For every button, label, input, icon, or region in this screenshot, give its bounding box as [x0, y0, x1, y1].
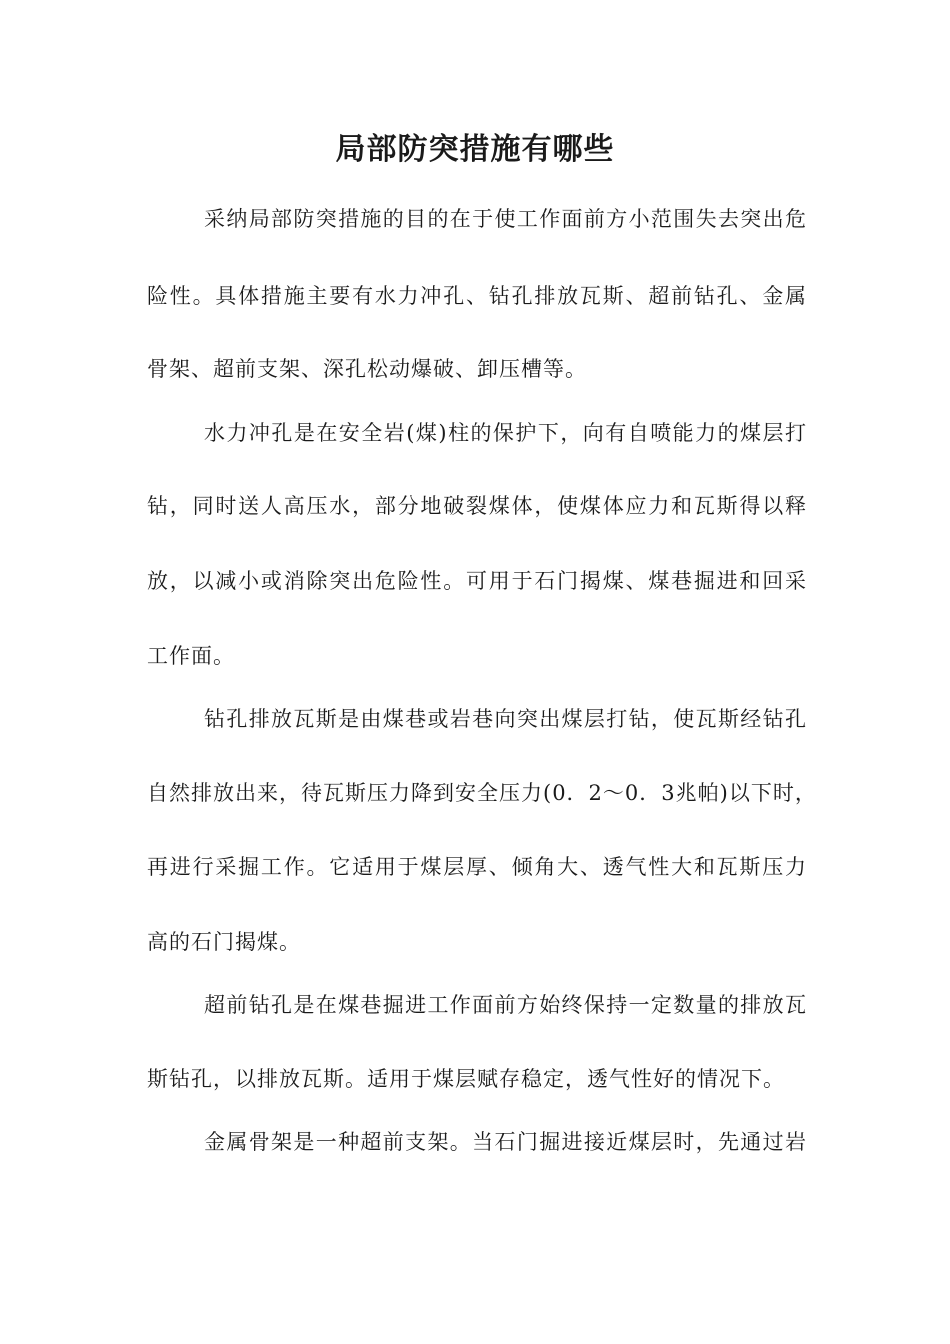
paragraph-4-line-1: 超前钻孔是在煤巷掘进工作面前方始终保持一定数量的排放瓦: [204, 993, 807, 1017]
paragraph-3-line-2: 自然排放出来，待瓦斯压力降到安全压力(0．2～0．3兆帕)以下时，: [147, 781, 817, 805]
paragraph-5-line-1: 金属骨架是一种超前支架。当石门掘进接近煤层时，先通过岩: [204, 1130, 807, 1154]
paragraph-3-line-1: 钻孔排放瓦斯是由煤巷或岩巷向突出煤层打钻，使瓦斯经钻孔: [204, 707, 807, 731]
paragraph-4-line-2: 斯钻孔，以排放瓦斯。适用于煤层赋存稳定，透气性好的情况下。: [147, 1067, 785, 1091]
paragraph-3-line-3: 再进行采掘工作。它适用于煤层厚、倾角大、透气性大和瓦斯压力: [147, 855, 807, 879]
paragraph-1-line-1: 采纳局部防突措施的目的在于使工作面前方小范围失去突出危: [204, 207, 807, 231]
paragraph-1-line-3: 骨架、超前支架、深孔松动爆破、卸压槽等。: [147, 357, 587, 381]
paragraph-2-line-3: 放，以减小或消除突出危险性。可用于石门揭煤、煤巷掘进和回采: [147, 569, 807, 593]
document-title: 局部防突措施有哪些: [335, 132, 615, 167]
paragraph-2-line-4: 工作面。: [147, 644, 235, 668]
paragraph-2-line-1: 水力冲孔是在安全岩(煤)柱的保护下，向有自喷能力的煤层打: [204, 421, 807, 445]
paragraph-2-line-2: 钻，同时送人高压水，部分地破裂煤体，使煤体应力和瓦斯得以释: [147, 494, 807, 518]
paragraph-1-line-2: 险性。具体措施主要有水力冲孔、钻孔排放瓦斯、超前钻孔、金属: [147, 284, 807, 308]
paragraph-3-line-4: 高的石门揭煤。: [147, 930, 301, 954]
